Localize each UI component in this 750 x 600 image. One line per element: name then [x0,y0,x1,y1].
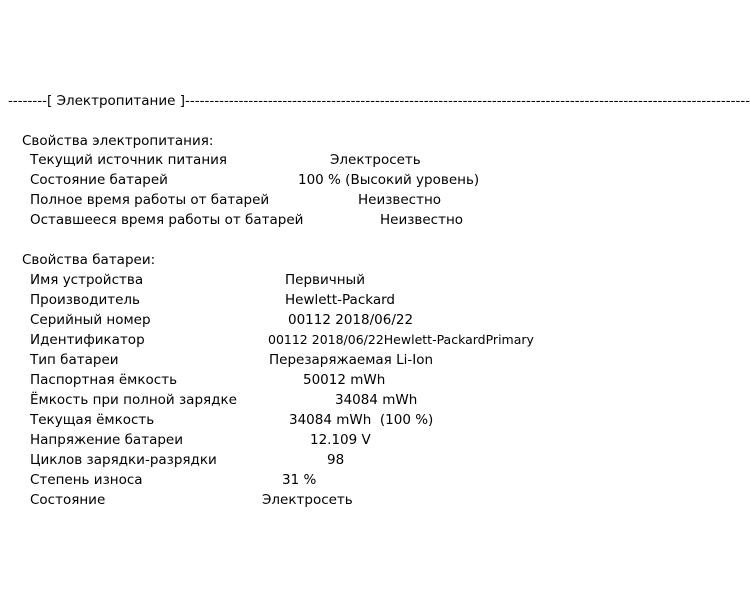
row-value: 34084 mWh (100 %) [289,412,434,428]
row-value: 50012 mWh [303,372,386,388]
row-value: Электросеть [330,152,421,168]
battery-row-manufacturer [0,291,600,311]
battery-row-voltage [0,431,600,451]
battery-row-status [0,491,600,511]
battery-row-full-charge-capacity [0,391,600,411]
row-label: Имя устройства [30,272,144,288]
row-label: Производитель [30,292,141,308]
row-label: Оставшееся время работы от батарей [30,212,304,228]
header-bracket-open: [ [46,93,53,109]
row-label: Текущий источник питания [30,152,228,168]
power-row-battery-state [0,171,600,191]
header-bracket-close: ] [179,93,185,109]
row-label: Напряжение батареи [30,432,183,448]
row-label: Идентификатор [30,332,145,348]
battery-row-wear-level [0,471,600,491]
row-label: Серийный номер [30,312,151,328]
header-dashes-right: -------------------------------------------------------------------------------------------------------------------- [185,93,750,109]
row-label: Паспортная ёмкость [30,372,178,388]
row-label: Состояние [30,492,106,508]
row-value: Электросеть [262,492,353,508]
battery-row-device-name [0,271,600,291]
battery-section-title: Свойства батареи: [22,252,156,268]
battery-row-serial [0,311,600,331]
row-value: Hewlett-Packard [285,292,395,308]
battery-row-current-capacity [0,411,600,431]
battery-row-cycle-count [0,451,600,471]
battery-row-identifier [0,331,600,351]
power-row-source [0,151,600,171]
row-value: 12.109 V [310,432,371,448]
row-label: Ёмкость при полной зарядке [30,392,237,408]
battery-row-type [0,351,600,371]
header-title: Электропитание [56,93,176,109]
power-row-remaining-time [0,211,600,231]
row-value: Первичный [285,272,365,288]
row-value: Перезаряжаемая Li-Ion [269,352,434,368]
row-value: 34084 mWh [335,392,418,408]
power-section-title: Свойства электропитания: [22,133,214,149]
row-label: Циклов зарядки-разрядки [30,452,217,468]
row-value: 00112 2018/06/22 [288,312,414,328]
row-label: Полное время работы от батарей [30,192,270,208]
row-label: Состояние батарей [30,172,168,188]
row-label: Текущая ёмкость [30,412,155,428]
row-label: Тип батареи [30,352,119,368]
row-value: Неизвестно [358,192,442,208]
row-value: 31 % [282,472,317,488]
power-row-full-time [0,191,600,211]
section-header [8,92,750,110]
row-value: 00112 2018/06/22Hewlett-PackardPrimary [268,332,534,347]
row-value: Неизвестно [380,212,464,228]
row-value: 100 % (Высокий уровень) [298,172,480,188]
battery-row-design-capacity [0,371,600,391]
header-dashes-left: -------- [8,93,47,109]
row-value: 98 [327,452,345,468]
row-label: Степень износа [30,472,143,488]
